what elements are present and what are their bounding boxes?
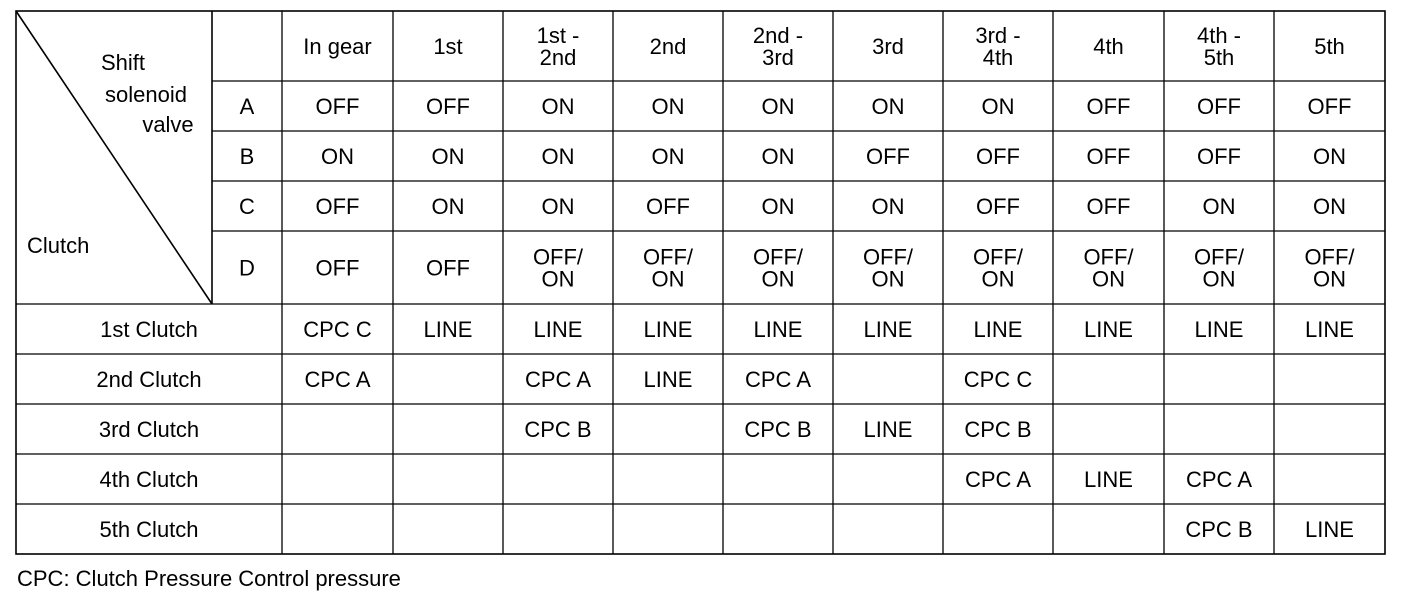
solenoid-cell: OFF/ ON <box>752 244 804 292</box>
corner-clutch-label: Clutch <box>27 233 90 258</box>
clutch-label: 4th Clutch <box>99 467 199 492</box>
table-border <box>16 11 1385 554</box>
clutch-cell: LINE <box>1084 467 1133 492</box>
solenoid-cell: OFF <box>315 255 360 281</box>
solenoid-cell: OFF <box>1086 94 1131 119</box>
clutch-label: 3rd Clutch <box>98 417 200 442</box>
column-header: 1st <box>433 34 463 59</box>
solenoid-cell: OFF/ ON <box>1193 244 1245 292</box>
solenoid-cell: OFF <box>315 94 360 119</box>
solenoid-cell: OFF <box>1197 144 1241 169</box>
clutch-cell: LINE <box>533 317 583 342</box>
column-header: 3rd <box>872 34 904 59</box>
solenoid-cell: ON <box>871 94 905 119</box>
clutch-label: 5th Clutch <box>99 517 199 542</box>
corner-shift-label: Shift <box>100 50 146 75</box>
clutch-cell: LINE <box>863 417 913 442</box>
solenoid-cell: OFF <box>315 194 360 219</box>
column-header: 2nd <box>649 34 687 59</box>
footnote: CPC: Clutch Pressure Control pressure <box>17 566 401 591</box>
clutch-cell: LINE <box>973 317 1023 342</box>
corner-valve-label: valve <box>142 112 194 137</box>
solenoid-cell: OFF/ ON <box>972 244 1024 292</box>
column-header: 1st -2nd <box>536 23 580 70</box>
solenoid-cell: OFF <box>976 144 1020 169</box>
solenoid-cell: OFF/ ON <box>862 244 914 292</box>
clutch-cell: CPC C <box>303 317 372 342</box>
solenoid-cell: ON <box>651 94 685 119</box>
column-header: 4th -5th <box>1196 23 1242 70</box>
solenoid-cell: OFF <box>426 94 470 119</box>
solenoid-cell: OFF <box>976 194 1020 219</box>
solenoid-cell: OFF <box>426 255 470 281</box>
clutch-cell: LINE <box>1305 517 1354 542</box>
clutch-cell: CPC A <box>304 367 371 392</box>
clutch-cell: CPC B <box>744 417 812 442</box>
solenoid-cell: OFF <box>646 194 690 219</box>
solenoid-cell: OFF <box>1307 94 1352 119</box>
solenoid-label: B <box>239 144 255 169</box>
clutch-cell: CPC A <box>524 367 592 392</box>
clutch-cell: CPC B <box>524 417 592 442</box>
clutch-cell: CPC A <box>964 467 1032 492</box>
solenoid-cell: ON <box>761 144 795 169</box>
solenoid-cell: OFF/ ON <box>642 244 694 292</box>
solenoid-cell: ON <box>981 94 1015 119</box>
clutch-cell: CPC C <box>963 367 1033 392</box>
solenoid-cell: OFF <box>1197 94 1241 119</box>
column-header: 3rd -4th <box>975 23 1021 70</box>
solenoid-cell: ON <box>871 194 905 219</box>
solenoid-cell: ON <box>321 144 354 169</box>
corner-solenoid-label: solenoid <box>105 82 187 107</box>
solenoid-cell: ON <box>541 94 575 119</box>
clutch-cell: CPC B <box>1185 517 1253 542</box>
solenoid-cell: ON <box>541 144 575 169</box>
clutch-label: 1st Clutch <box>100 317 198 342</box>
clutch-cell: LINE <box>423 317 473 342</box>
clutch-label: 2nd Clutch <box>96 367 202 392</box>
solenoid-cell: ON <box>1313 144 1346 169</box>
clutch-cell: LINE <box>863 317 913 342</box>
solenoid-label: A <box>239 94 255 119</box>
solenoid-cell: OFF <box>866 144 910 169</box>
clutch-cell: CPC B <box>964 417 1032 442</box>
clutch-cell: LINE <box>1305 317 1354 342</box>
solenoid-cell: OFF <box>1086 144 1131 169</box>
solenoid-cell: OFF/ ON <box>1304 244 1355 292</box>
clutch-cell: LINE <box>1194 317 1244 342</box>
solenoid-cell: ON <box>431 194 465 219</box>
solenoid-cell: ON <box>1202 194 1236 219</box>
clutch-cell: LINE <box>643 367 693 392</box>
solenoid-cell: ON <box>541 194 575 219</box>
solenoid-cell: ON <box>1313 194 1346 219</box>
solenoid-cell: ON <box>761 194 795 219</box>
solenoid-cell: OFF/ ON <box>532 244 584 292</box>
clutch-cell: LINE <box>643 317 693 342</box>
clutch-cell: CPC A <box>744 367 812 392</box>
solenoid-cell: ON <box>431 144 465 169</box>
solenoid-cell: OFF <box>1086 194 1131 219</box>
column-header: 4th <box>1093 34 1124 59</box>
solenoid-cell: ON <box>761 94 795 119</box>
column-header: 2nd -3rd <box>752 23 804 70</box>
column-header: In gear <box>303 34 372 59</box>
solenoid-label: D <box>239 255 255 281</box>
clutch-cell: CPC A <box>1185 467 1253 492</box>
solenoid-label: C <box>239 194 255 219</box>
solenoid-cell: OFF/ ON <box>1083 244 1134 292</box>
clutch-cell: LINE <box>1084 317 1133 342</box>
column-header: 5th <box>1314 34 1345 59</box>
solenoid-cell: ON <box>651 144 685 169</box>
clutch-cell: LINE <box>753 317 803 342</box>
